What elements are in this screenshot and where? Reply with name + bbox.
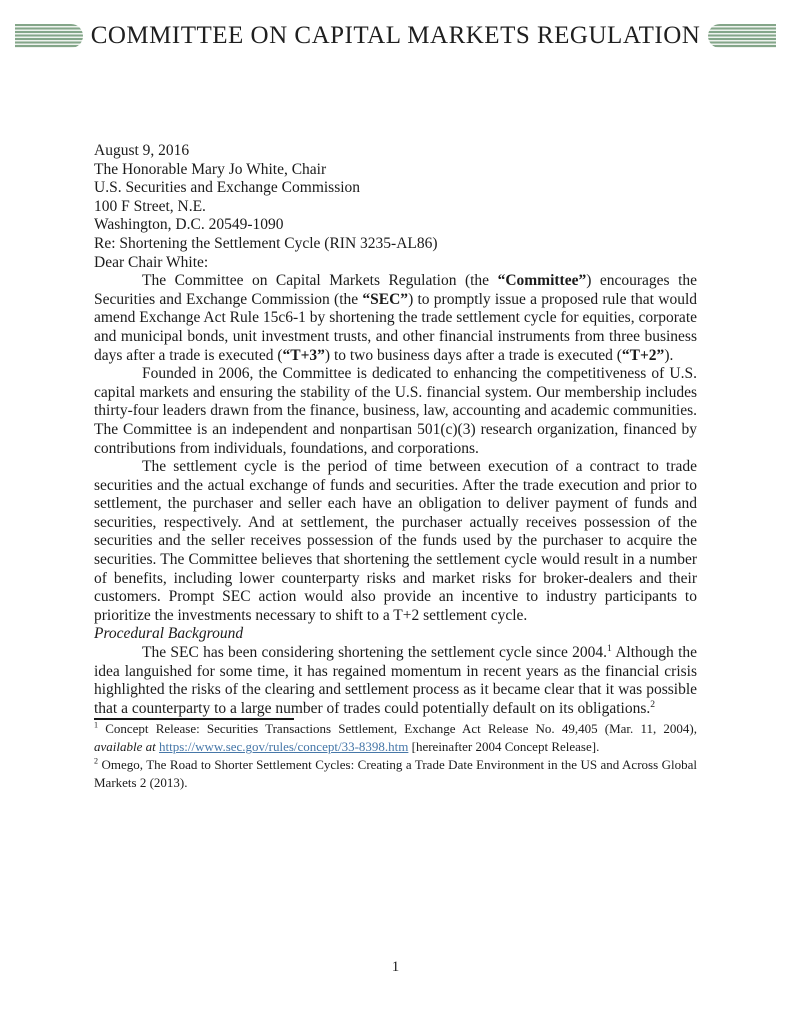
paragraph-sec-history	[94, 644, 697, 718]
recipient-name-line: The Honorable Mary Jo White, Chair	[94, 160, 327, 178]
hyperlink[interactable]: https://www.sec.gov/rules/concept/33-8398.htm	[159, 739, 409, 755]
subject-line: Re: Shortening the Settlement Cycle (RIN 3235-AL86)	[94, 234, 438, 252]
text-run: “T+3”	[282, 346, 325, 364]
letterhead-title: COMMITTEE ON CAPITAL MARKETS REGULATION	[90, 22, 701, 49]
recipient-address-block	[94, 161, 697, 235]
text-run: 2	[94, 757, 99, 767]
text-run: 1	[607, 642, 612, 654]
paragraph-intro	[94, 272, 697, 365]
text-run: “SEC”	[362, 290, 409, 308]
text-run: [hereinafter 2004 Concept Release].	[408, 739, 600, 755]
footnotes-section	[94, 720, 697, 792]
text-run: 2	[650, 698, 656, 710]
text-run: ) to two business days after a trade is executed (	[324, 346, 622, 364]
letter-content	[94, 142, 697, 792]
footnote-2	[94, 756, 697, 792]
recipient-org-line: U.S. Securities and Exchange Commission	[94, 179, 361, 197]
text-run: 1	[94, 721, 99, 731]
section-heading-procedural-background: Procedural Background	[94, 625, 244, 643]
text-run: “Committee”	[497, 272, 587, 290]
letterhead-stripe-right-decoration	[708, 24, 776, 48]
text-run: ) to promptly issue a proposed rule that would amend Exchange Act Rule 15c6-1 by shortening the trade settlement cycle for equities, corporate and municipal bonds, unit investment trusts, and other financial instruments from three business days after a trade is executed (	[94, 290, 698, 364]
salutation: Dear Chair White:	[94, 253, 209, 271]
text-run: ).	[664, 346, 674, 364]
recipient-street-line: 100 F Street, N.E.	[94, 197, 206, 215]
letterhead	[15, 24, 776, 48]
text-run: Omego, The Road to Shorter Settlement Cycles: Creating a Trade Date Environment in the US and Across Global Markets 2 (2013).	[94, 757, 697, 791]
text-run: Concept Release: Securities Transactions Settlement, Exchange Act Release No. 49,405 (Mar. 11, 2004),	[98, 721, 697, 737]
footnote-1	[94, 720, 697, 756]
text-run: ) encourages the Securities and Exchange Commission (the	[94, 272, 698, 308]
letterhead-stripe-left-decoration	[15, 24, 83, 48]
text-run: available at	[94, 739, 156, 755]
text-run: The Committee on Capital Markets Regulation (the	[142, 272, 498, 290]
text-run: Although the idea languished for some time, it has regained momentum in recent years as the financial crisis highlighted the risks of the clearing and settlement process as it became clear that it was possible that a counterparty to a large number of trades could potentially default on its obligations.	[94, 644, 697, 717]
page-number: 1	[391, 959, 400, 975]
paragraph-committee-background	[94, 365, 697, 458]
recipient-city-line: Washington, D.C. 20549-1090	[94, 216, 284, 234]
paragraph-settlement-cycle	[94, 458, 697, 625]
text-run: The settlement cycle is the period of time between execution of a contract to trade securities and the actual exchange of funds and securities. After the trade execution and prior to settlement, the purchaser and seller each have an obligation to deliver payment of funds and securities, respectively. And at settlement, the purchaser actually receives possession of the securities and the seller receives possession of the funds used by the purchaser to acquire the securities. The Committee believes that shortening the settlement cycle would result in a number of benefits, including lower counterparty risks and market risks for broker-dealers and their customers. Prompt SEC action would also provide an incentive to industry participants to prioritize the investments necessary to shift to a T+2 settlement cycle.	[94, 458, 697, 624]
text-run: The SEC has been considering shortening the settlement cycle since 2004.	[142, 644, 608, 662]
text-run: “T+2”	[621, 346, 665, 364]
text-run: Founded in 2006, the Committee is dedicated to enhancing the competitiveness of U.S. capital markets and ensuring the stability of the U.S. financial system. Our membership includes thirty-four leaders drawn from the finance, business, law, accounting and academic communities. The Committee is an independent and nonpartisan 501(c)(3) research organization, financed by contributions from individuals, foundations, and corporations.	[94, 365, 697, 457]
letter-date: August 9, 2016	[94, 142, 190, 159]
